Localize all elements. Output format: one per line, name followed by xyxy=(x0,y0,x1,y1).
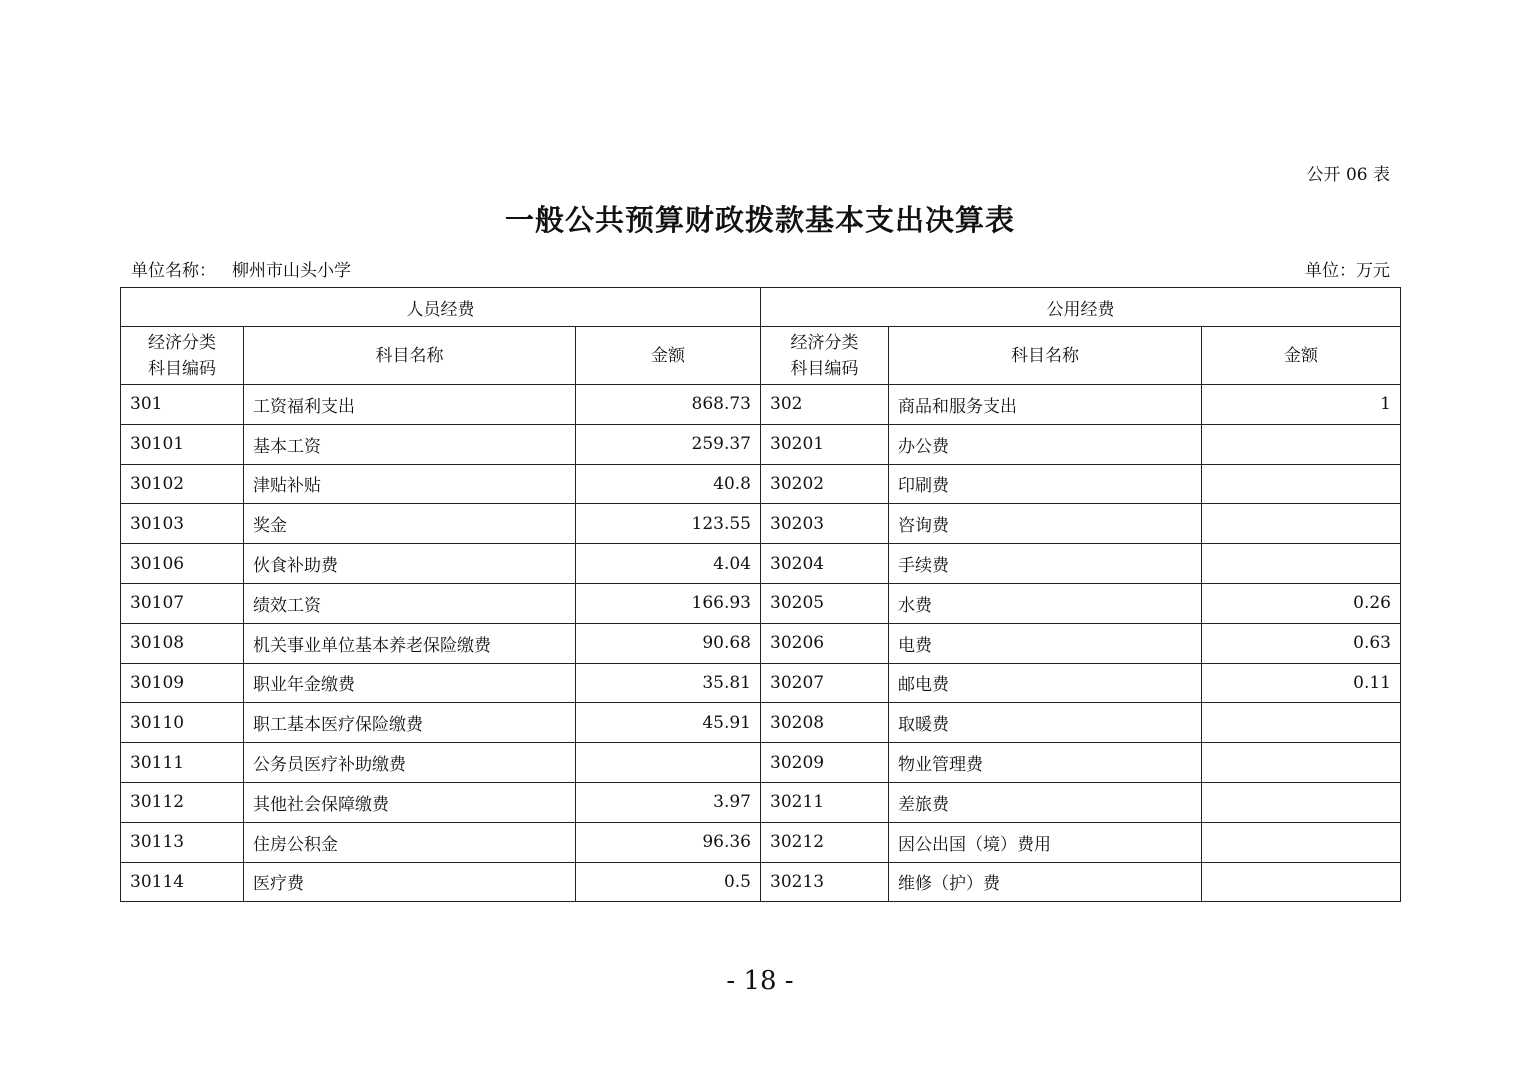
table-row xyxy=(121,424,1401,464)
personnel-code: 30114 xyxy=(121,862,244,902)
public-name: 电费 xyxy=(889,623,1202,663)
public-name: 手续费 xyxy=(889,544,1202,584)
public-amount xyxy=(1202,544,1401,584)
personnel-name: 津贴补贴 xyxy=(244,464,576,504)
personnel-amount: 90.68 xyxy=(576,623,761,663)
public-name: 办公费 xyxy=(889,424,1202,464)
public-name: 差旅费 xyxy=(889,782,1202,822)
public-code: 30213 xyxy=(761,862,889,902)
public-name: 物业管理费 xyxy=(889,743,1202,783)
table-row xyxy=(121,385,1401,425)
public-amount: 0.26 xyxy=(1202,583,1401,623)
public-code: 302 xyxy=(761,385,889,425)
public-name: 维修（护）费 xyxy=(889,862,1202,902)
personnel-name: 伙食补助费 xyxy=(244,544,576,584)
public-name: 取暖费 xyxy=(889,703,1202,743)
header-public-amount: 金额 xyxy=(1202,327,1401,385)
currency-unit: 单位：万元 xyxy=(1305,261,1390,281)
header-code-line1: 经济分类 xyxy=(148,332,216,353)
personnel-name: 职工基本医疗保险缴费 xyxy=(244,703,576,743)
personnel-code: 30101 xyxy=(121,424,244,464)
public-amount: 0.63 xyxy=(1202,623,1401,663)
personnel-amount: 35.81 xyxy=(576,663,761,703)
table-row xyxy=(121,544,1401,584)
personnel-name: 绩效工资 xyxy=(244,583,576,623)
personnel-name: 职业年金缴费 xyxy=(244,663,576,703)
public-amount xyxy=(1202,703,1401,743)
table-row xyxy=(121,663,1401,703)
table-row xyxy=(121,782,1401,822)
personnel-amount xyxy=(576,743,761,783)
personnel-code: 30107 xyxy=(121,583,244,623)
public-name: 邮电费 xyxy=(889,663,1202,703)
header-public-name: 科目名称 xyxy=(889,327,1202,385)
group-header-public: 公用经费 xyxy=(761,288,1401,327)
personnel-code: 30102 xyxy=(121,464,244,504)
personnel-amount: 40.8 xyxy=(576,464,761,504)
unit-name-block xyxy=(131,256,351,281)
table-row xyxy=(121,623,1401,663)
public-amount xyxy=(1202,862,1401,902)
public-amount xyxy=(1202,782,1401,822)
personnel-amount: 166.93 xyxy=(576,583,761,623)
header-code-line2: 科目编码 xyxy=(790,358,859,379)
personnel-code: 301 xyxy=(121,385,244,425)
header-code-line2: 科目编码 xyxy=(148,358,216,379)
public-code: 30201 xyxy=(761,424,889,464)
personnel-name: 奖金 xyxy=(244,504,576,544)
public-name: 因公出国（境）费用 xyxy=(889,822,1202,862)
personnel-name: 住房公积金 xyxy=(244,822,576,862)
table-row xyxy=(121,743,1401,783)
budget-table xyxy=(120,287,1401,902)
unit-name-label: 单位名称： xyxy=(131,261,216,281)
column-header-row xyxy=(121,327,1401,385)
personnel-code: 30111 xyxy=(121,743,244,783)
public-amount xyxy=(1202,464,1401,504)
public-amount: 1 xyxy=(1202,385,1401,425)
public-amount: 0.11 xyxy=(1202,663,1401,703)
public-amount xyxy=(1202,743,1401,783)
public-amount xyxy=(1202,822,1401,862)
personnel-name: 机关事业单位基本养老保险缴费 xyxy=(244,623,576,663)
personnel-code: 30108 xyxy=(121,623,244,663)
personnel-amount: 0.5 xyxy=(576,862,761,902)
public-code: 30204 xyxy=(761,544,889,584)
table-row xyxy=(121,703,1401,743)
group-header-row xyxy=(121,288,1401,327)
public-code: 30203 xyxy=(761,504,889,544)
personnel-code: 30112 xyxy=(121,782,244,822)
public-code: 30211 xyxy=(761,782,889,822)
personnel-code: 30113 xyxy=(121,822,244,862)
page-title: 一般公共预算财政拨款基本支出决算表 xyxy=(504,203,1015,237)
public-code: 30207 xyxy=(761,663,889,703)
personnel-code: 30103 xyxy=(121,504,244,544)
table-row xyxy=(121,822,1401,862)
public-code: 30206 xyxy=(761,623,889,663)
table-row xyxy=(121,862,1401,902)
group-header-personnel: 人员经费 xyxy=(121,288,761,327)
header-code-line1: 经济分类 xyxy=(790,332,859,353)
public-name: 印刷费 xyxy=(889,464,1202,504)
personnel-name: 其他社会保障缴费 xyxy=(244,782,576,822)
personnel-code: 30110 xyxy=(121,703,244,743)
personnel-name: 工资福利支出 xyxy=(244,385,576,425)
table-row xyxy=(121,464,1401,504)
table-row xyxy=(121,504,1401,544)
public-amount xyxy=(1202,424,1401,464)
public-name: 水费 xyxy=(889,583,1202,623)
personnel-code: 30106 xyxy=(121,544,244,584)
personnel-code: 30109 xyxy=(121,663,244,703)
personnel-amount: 3.97 xyxy=(576,782,761,822)
header-personnel-name: 科目名称 xyxy=(244,327,576,385)
personnel-amount: 45.91 xyxy=(576,703,761,743)
form-number: 公开 06 表 xyxy=(1306,165,1390,185)
unit-name: 柳州市山头小学 xyxy=(232,261,351,281)
public-code: 30212 xyxy=(761,822,889,862)
personnel-name: 公务员医疗补助缴费 xyxy=(244,743,576,783)
table-row xyxy=(121,583,1401,623)
public-name: 咨询费 xyxy=(889,504,1202,544)
header-public-code xyxy=(761,327,889,385)
public-code: 30208 xyxy=(761,703,889,743)
personnel-amount: 123.55 xyxy=(576,504,761,544)
public-code: 30205 xyxy=(761,583,889,623)
header-personnel-amount: 金额 xyxy=(576,327,761,385)
personnel-name: 基本工资 xyxy=(244,424,576,464)
personnel-amount: 96.36 xyxy=(576,822,761,862)
page-number: - 18 - xyxy=(726,966,794,996)
header-personnel-code xyxy=(121,327,244,385)
public-amount xyxy=(1202,504,1401,544)
public-name: 商品和服务支出 xyxy=(889,385,1202,425)
public-code: 30209 xyxy=(761,743,889,783)
personnel-amount: 4.04 xyxy=(576,544,761,584)
public-code: 30202 xyxy=(761,464,889,504)
personnel-name: 医疗费 xyxy=(244,862,576,902)
personnel-amount: 868.73 xyxy=(576,385,761,425)
personnel-amount: 259.37 xyxy=(576,424,761,464)
